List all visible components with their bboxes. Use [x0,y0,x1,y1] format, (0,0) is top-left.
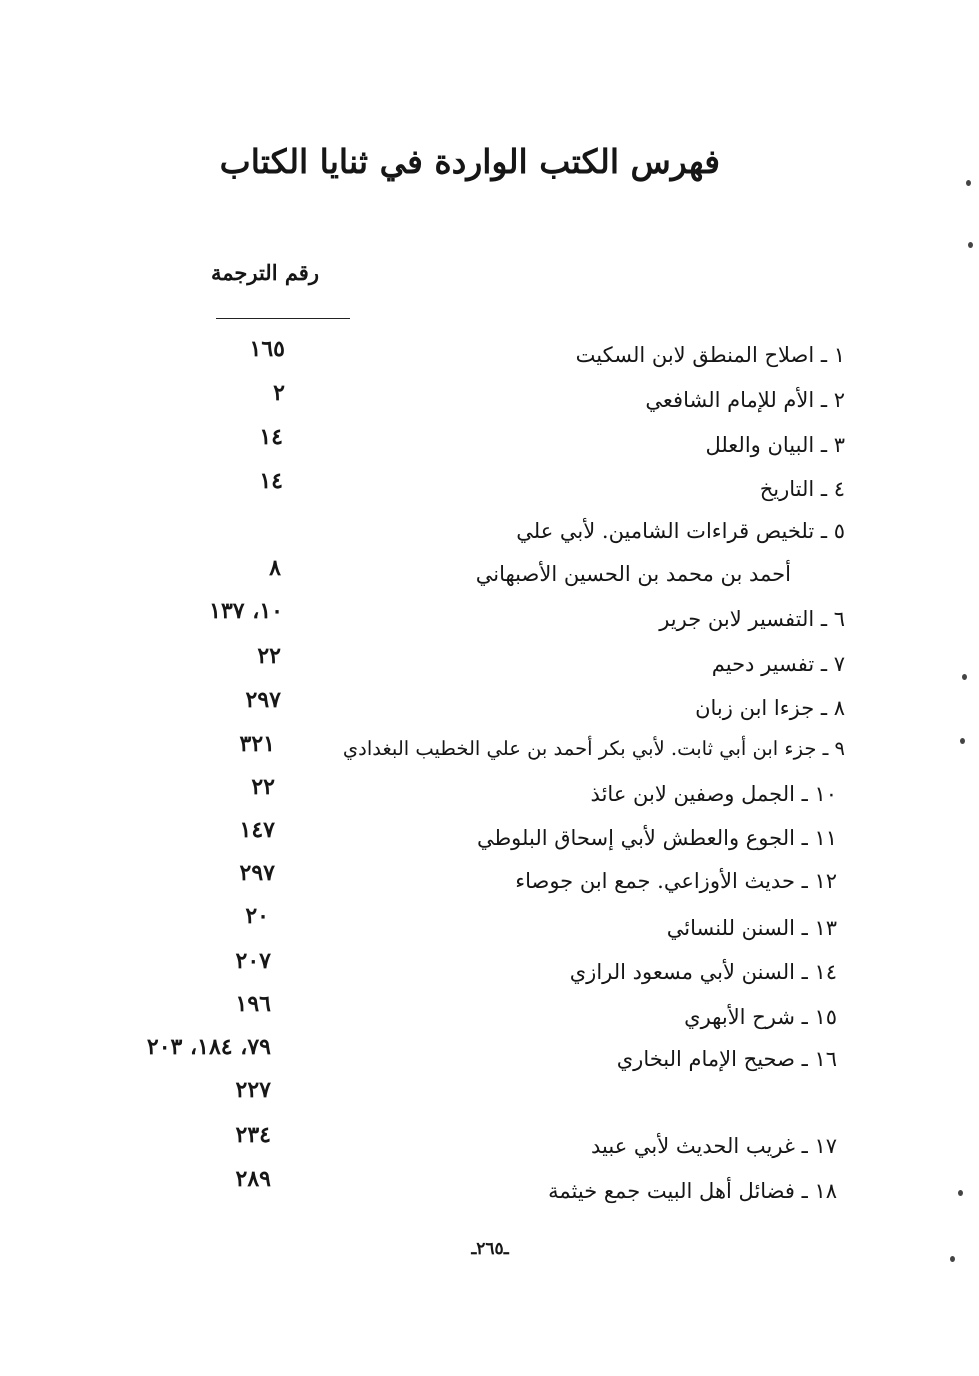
entry-15-title: ١٥ ـ شرح الأبهري [684,1005,837,1029]
scan-speck [960,738,965,744]
entry-8-refs: ٢٩٧ [245,687,281,713]
entry-7-refs: ٢٢ [257,643,281,669]
scan-speck [962,674,967,680]
entry-17-refs: ٢٣٤ [235,1122,271,1148]
entry-16-title: ١٦ ـ صحيح الإمام البخاري [616,1047,837,1071]
entry-6-refs: ١٠، ١٣٧ [209,598,283,624]
entry-17-title: ١٧ ـ غريب الحديث لأبي عبيد [591,1134,837,1158]
column-header-entry-number: رقم الترجمة [210,260,319,285]
entry-4-title: ٤ ـ التاريخ [759,477,845,501]
entry-11-refs: ١٤٧ [239,817,275,843]
entry-9-title: ٩ ـ جزء ابن أبي ثابت. لأبي بكر أحمد بن علي الخطيب البغدادي [342,737,845,760]
scan-speck [958,1190,963,1196]
entry-13-title: ١٣ ـ السنن للنسائي [666,916,837,940]
entry-14-refs: ٢٠٧ [235,948,271,974]
entry-5-title: ٥ ـ تلخيص قراءات الشامين. لأبي علي [516,519,845,543]
entry-12-refs: ٢٩٧ [239,860,275,886]
entry-3-refs: ١٤ [259,424,283,450]
entry-12-title: ١٢ ـ حديث الأوزاعي. جمع ابن جوصاء [515,869,837,893]
entry-18-refs: ٢٨٩ [235,1166,271,1192]
entry-18-title: ١٨ ـ فضائل أهل البيت جمع خيثمة [548,1179,837,1203]
entry-1-refs: ١٦٥ [249,336,285,362]
entry-16-refs: ٧٩، ١٨٤، ٢٠٣ [146,1034,271,1060]
entry-1-title: ١ ـ اصلاح المنطق لابن السكيت [575,343,845,367]
entry-10-title: ١٠ ـ الجمل وصفين لابن عائذ [590,782,837,806]
entry-7-title: ٧ ـ تفسير دحيم [711,652,845,676]
entry-2-title: ٢ ـ الأم للإمام الشافعي [645,388,845,412]
entry-14-title: ١٤ ـ السنن لأبي مسعود الرازي [569,960,837,984]
entry-11-title: ١١ ـ الجوع والعطش لأبي إسحاق البلوطي [476,826,837,850]
scan-speck [966,180,971,186]
scan-speck [968,242,973,248]
entry-16-refs-continuation: ٢٢٧ [235,1077,271,1103]
page-title: فهرس الكتب الواردة في ثنايا الكتاب [219,142,720,181]
entry-3-title: ٣ ـ البيان والعلل [705,433,845,457]
scan-speck [950,1256,955,1262]
entry-2-refs: ٢ [273,380,285,406]
entry-9-refs: ٣٢١ [239,731,275,757]
entry-5-refs: ٨ [269,555,281,581]
entry-8-title: ٨ ـ جزءا ابن زبان [695,696,845,720]
entry-6-title: ٦ ـ التفسير لابن جرير [659,607,845,631]
entry-10-refs: ٢٢ [251,774,275,800]
page-number: ـ٢٦٥ـ [471,1239,509,1259]
column-header-rule [216,318,350,319]
entry-5-title-continuation: أحمد بن محمد بن الحسين الأصبهاني [475,562,791,586]
entry-15-refs: ١٩٦ [235,991,271,1017]
entry-13-refs: ٢٠ [245,903,269,929]
entry-4-refs: ١٤ [259,468,283,494]
